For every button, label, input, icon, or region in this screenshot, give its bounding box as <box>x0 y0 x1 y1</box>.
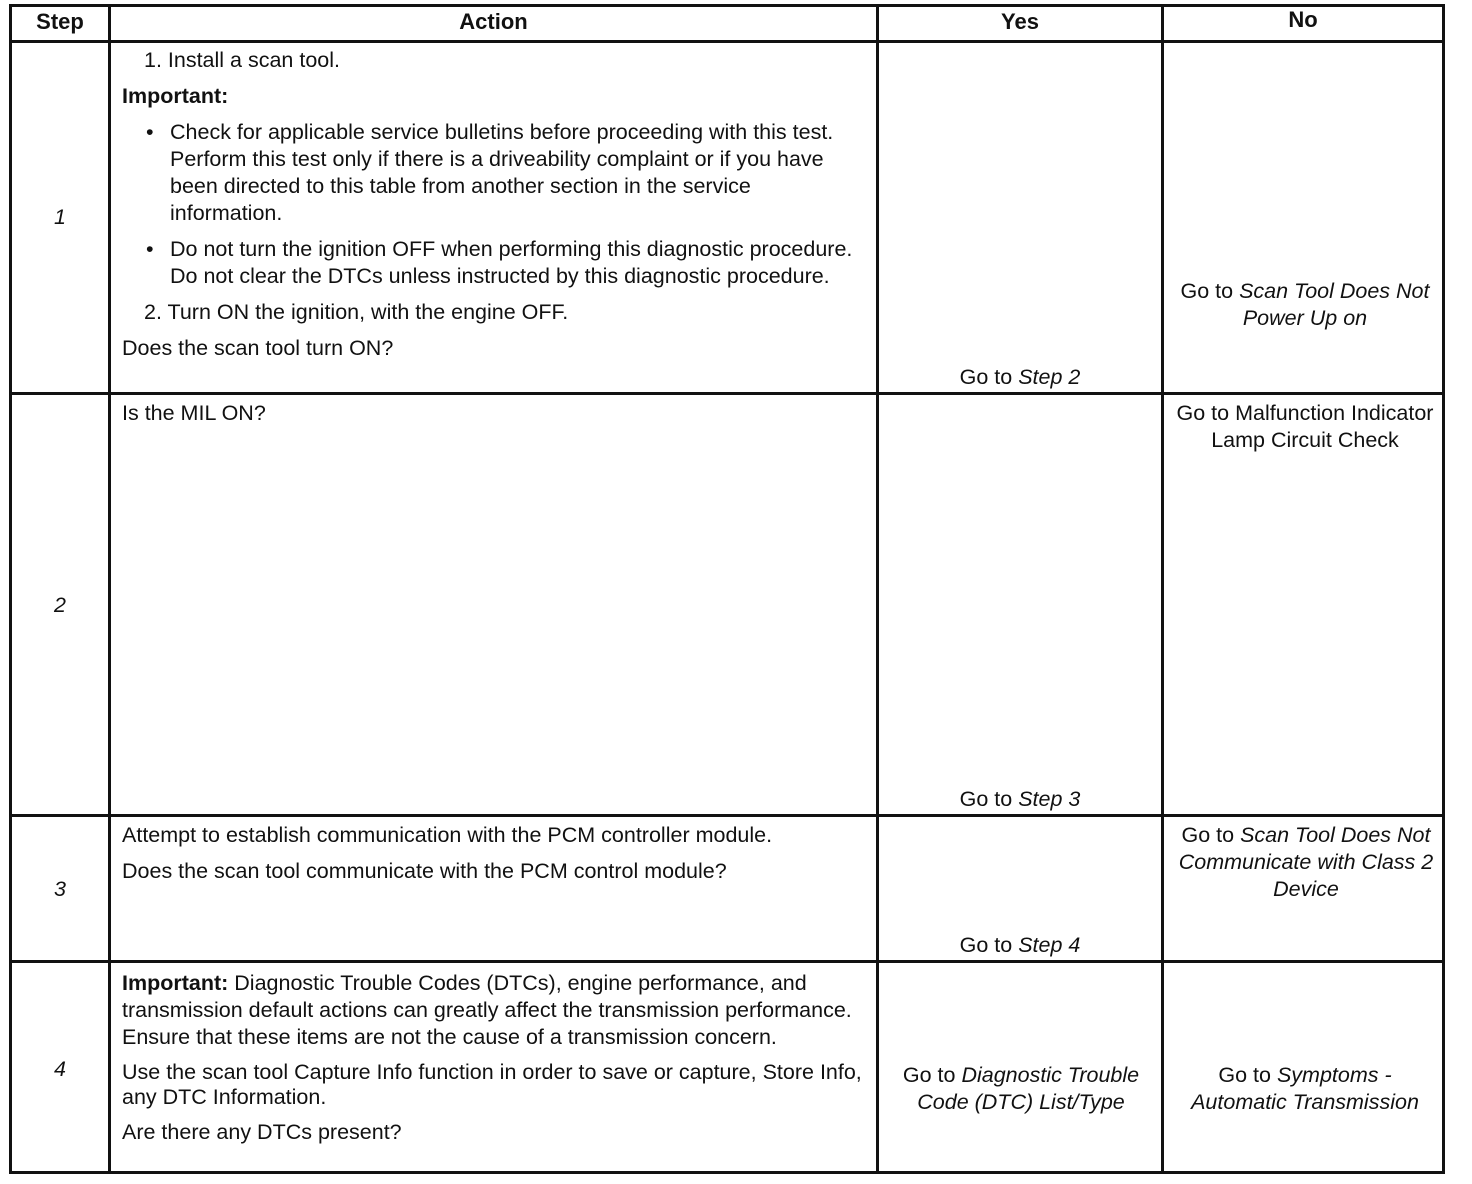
no-cell[interactable] <box>1173 278 1437 332</box>
action-cell <box>122 970 867 1155</box>
header-divider <box>9 40 1445 43</box>
instruction-item: 2. Turn ON the ignition, with the engine OFF. <box>144 300 569 324</box>
yes-action[interactable] <box>879 364 1161 391</box>
no-link[interactable]: Go to Malfunction Indicator Lamp Circuit Check <box>1176 401 1434 452</box>
important-label: Important: <box>122 971 229 995</box>
bullet-icon: • <box>146 120 154 144</box>
yes-prefix: Go to <box>959 787 1019 811</box>
yes-cell <box>879 817 1161 960</box>
header-step: Step <box>36 9 84 34</box>
step-number: 4 <box>54 1057 66 1081</box>
yes-link[interactable]: Step 4 <box>1018 933 1081 957</box>
header-no: No <box>1288 7 1318 32</box>
important-text: Diagnostic Trouble Codes (DTCs), engine performance, and transmission default actions can greatly affect the transmission performance. Ensure that these items are not the cause of a transmission concern. <box>122 971 852 1049</box>
no-prefix: Go to <box>1180 279 1240 303</box>
instruction-item: 1. Install a scan tool. <box>144 48 340 72</box>
table-border-bottom <box>9 1171 1445 1174</box>
action-cell <box>122 47 867 371</box>
question-text: Does the scan tool communicate with the PCM control module? <box>122 859 727 883</box>
yes-action[interactable] <box>879 932 1161 959</box>
no-cell[interactable] <box>1171 822 1441 903</box>
no-link[interactable]: Scan Tool Does Not Power Up on <box>1239 279 1430 330</box>
no-link[interactable]: Symptoms - Automatic Transmission <box>1191 1063 1419 1114</box>
no-link[interactable]: Scan Tool Does Not Communicate with Class 2 Device <box>1178 823 1434 901</box>
no-cell[interactable] <box>1175 400 1435 454</box>
no-cell[interactable] <box>1181 1062 1429 1116</box>
step-number: 3 <box>54 877 66 901</box>
table-border-left <box>9 4 12 1174</box>
row-divider <box>9 814 1445 817</box>
bullet-text: Do not turn the ignition OFF when performing this diagnostic procedure. Do not clear the DTCs unless instructed by this diagnostic procedure. <box>170 237 853 288</box>
yes-prefix: Go to <box>959 365 1019 389</box>
action-cell <box>122 400 867 436</box>
diagnostic-table <box>9 4 1445 1174</box>
yes-link[interactable]: Step 2 <box>1018 365 1081 389</box>
question-text: Are there any DTCs present? <box>122 1120 402 1144</box>
question-text: Is the MIL ON? <box>122 401 266 425</box>
question-text: Does the scan tool turn ON? <box>122 336 394 360</box>
important-note <box>122 970 867 1051</box>
action-cell <box>122 822 867 894</box>
bullet-item <box>122 236 867 290</box>
header-yes: Yes <box>1001 9 1039 34</box>
yes-prefix: Go to <box>902 1063 962 1087</box>
yes-prefix: Go to <box>959 933 1019 957</box>
yes-link[interactable]: Diagnostic Trouble Code (DTC) List/Type <box>917 1063 1140 1114</box>
step-number: 2 <box>54 593 66 617</box>
action-text: Use the scan tool Capture Info function in order to save or capture, Store Info, any DTC Information. <box>122 1060 862 1109</box>
yes-action[interactable] <box>879 786 1161 813</box>
important-label: Important: <box>122 84 229 108</box>
no-prefix: Go to <box>1218 1063 1277 1087</box>
bullet-text: Check for applicable service bulletins before proceeding with this test. Perform this test only if there is a driveability complaint or if you have been directed to this table from another section in the service information. <box>170 120 834 225</box>
step-number: 1 <box>54 205 66 229</box>
bullet-item <box>122 119 867 227</box>
header-action: Action <box>459 9 528 34</box>
table-border-right <box>1442 4 1445 1174</box>
yes-cell[interactable] <box>895 1062 1147 1116</box>
bullet-icon: • <box>146 237 154 261</box>
row-divider <box>9 960 1445 963</box>
column-divider <box>1161 4 1164 1174</box>
column-divider <box>108 4 111 1174</box>
action-text: Attempt to establish communication with the PCM controller module. <box>122 823 773 847</box>
no-prefix: Go to <box>1181 823 1241 847</box>
row-divider <box>9 392 1445 395</box>
yes-cell <box>879 43 1161 392</box>
yes-cell <box>879 395 1161 814</box>
yes-link[interactable]: Step 3 <box>1018 787 1081 811</box>
